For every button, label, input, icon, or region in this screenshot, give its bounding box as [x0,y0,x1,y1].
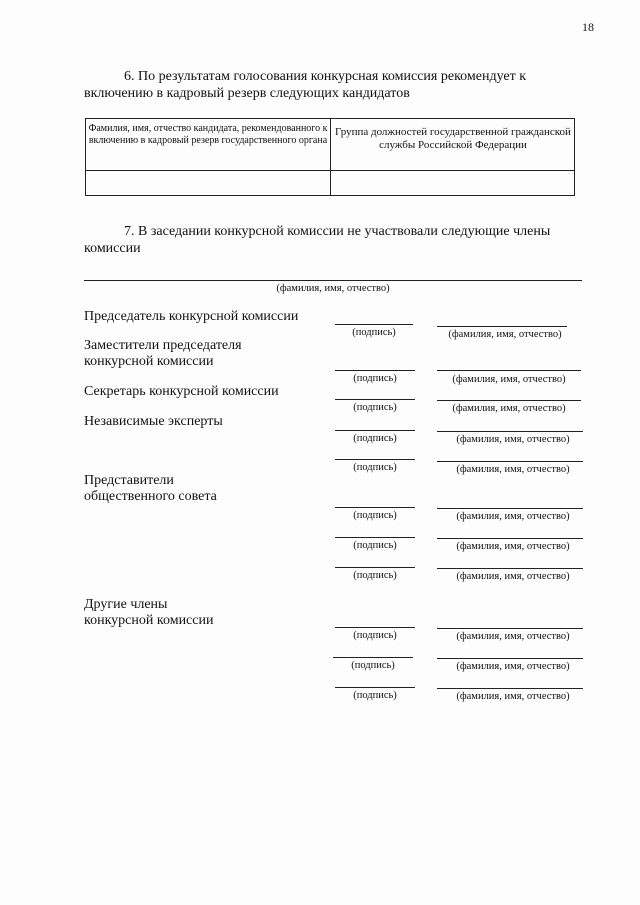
name-line [437,568,583,569]
deputies-label-line-1: Заместители председателя [84,338,242,353]
signature-line [335,459,415,460]
table-column-divider [330,119,331,195]
experts-label: Независимые эксперты [84,414,223,429]
table-header-divider [86,170,574,171]
signature-caption: (подпись) [351,660,395,671]
section-6-line-1: 6. По результатам голосования конкурсная комиссия рекомендует к [124,69,527,84]
name-line [437,326,567,327]
deputies-label-line-2: конкурсной комиссии [84,354,214,369]
signature-caption: (подпись) [353,510,397,521]
absent-members-caption: (фамилия, имя, отчество) [276,283,390,294]
name-caption: (фамилия, имя, отчество) [452,403,566,414]
signature-caption: (подпись) [353,433,397,444]
name-line [437,628,583,629]
section-7-line-2: комиссии [84,241,141,256]
name-caption: (фамилия, имя, отчество) [456,631,570,642]
other-members-label-line-2: конкурсной комиссии [84,613,214,628]
candidates-table [85,118,575,196]
signature-line [335,399,415,400]
section-6-paragraph [84,68,590,102]
signature-line [335,430,415,431]
name-caption: (фамилия, имя, отчество) [456,464,570,475]
signature-caption: (подпись) [353,462,397,473]
signature-line [333,657,413,658]
name-line [437,400,581,401]
section-7-paragraph [84,223,590,257]
signature-line [335,507,415,508]
signature-caption: (подпись) [353,630,397,641]
name-line [437,508,583,509]
signature-caption: (подпись) [353,570,397,581]
signature-caption: (подпись) [353,690,397,701]
other-members-label-line-1: Другие члены [84,597,168,612]
name-caption: (фамилия, имя, отчество) [456,511,570,522]
signature-line [335,687,415,688]
name-line [437,538,583,539]
public-council-label-line-1: Представители [84,473,174,488]
name-line [437,688,583,689]
signature-caption: (подпись) [353,540,397,551]
name-caption: (фамилия, имя, отчество) [452,374,566,385]
name-caption: (фамилия, имя, отчество) [456,571,570,582]
name-caption: (фамилия, имя, отчество) [448,329,562,340]
signature-line [335,370,415,371]
name-line [437,431,583,432]
signature-caption: (подпись) [353,402,397,413]
table-header-candidate-name: Фамилия, имя, отчество кандидата, рекомендованного к включению в кадровый резерв государственного органа [88,123,328,146]
secretary-label: Секретарь конкурсной комиссии [84,384,279,399]
absent-members-line [84,280,582,281]
section-6-line-2: включению в кадровый резерв следующих кандидатов [84,86,410,101]
chairman-label: Председатель конкурсной комиссии [84,309,299,324]
name-line [437,658,583,659]
name-caption: (фамилия, имя, отчество) [456,691,570,702]
signature-line [335,567,415,568]
public-council-label-line-2: общественного совета [84,489,217,504]
name-line [437,370,581,371]
name-caption: (фамилия, имя, отчество) [456,434,570,445]
name-caption: (фамилия, имя, отчество) [456,661,570,672]
page-number: 18 [582,20,594,34]
table-header-position-group: Группа должностей государственной гражданской службы Российской Федерации [335,126,571,151]
signature-caption: (подпись) [353,373,397,384]
signature-caption: (подпись) [352,327,396,338]
signature-line [335,627,415,628]
section-7-line-1: 7. В заседании конкурсной комиссии не участвовали следующие члены [124,224,551,239]
signature-line [335,537,415,538]
signature-line [335,324,413,325]
name-line [437,461,583,462]
name-caption: (фамилия, имя, отчество) [456,541,570,552]
